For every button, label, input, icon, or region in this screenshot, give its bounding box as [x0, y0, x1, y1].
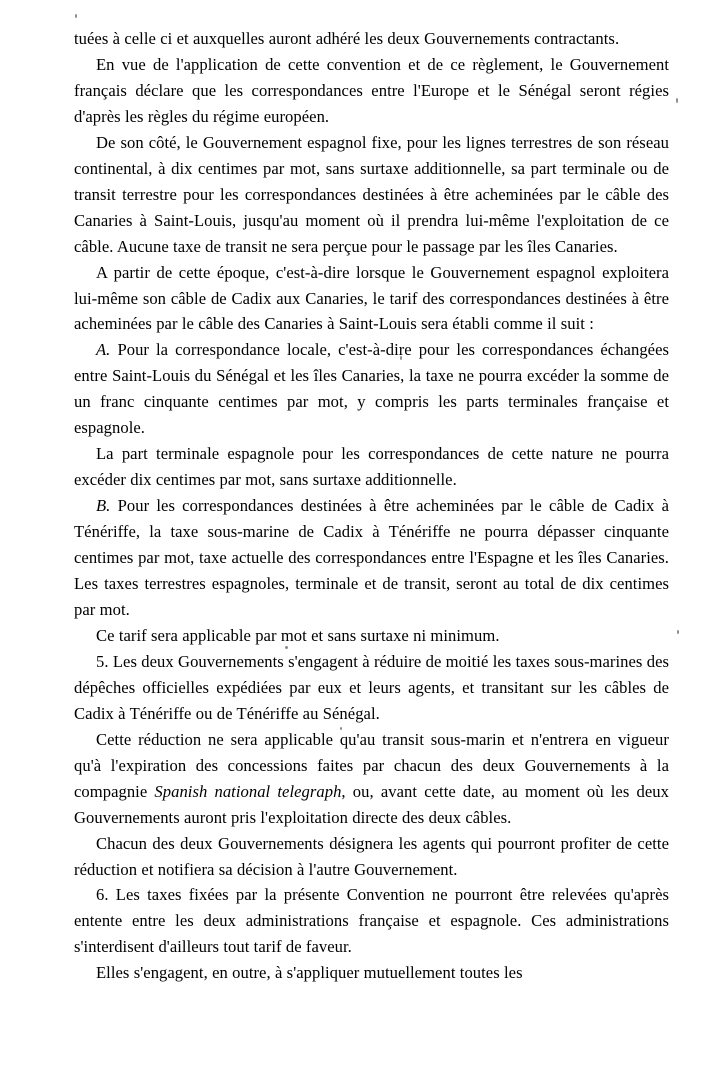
paragraph-text: Elles s'engagent, en outre, à s'appliquer mutuellement toutes les — [96, 963, 523, 983]
paragraph-text: 5. Les deux Gouvernements s'engagent à réduire de moitié les taxes sous-marines des dépêches officielles expédiées par eux et leurs agents, et transitant sur les câbles de Cadix à Ténériffe ou de Ténériffe au Sénégal. — [74, 651, 669, 723]
paragraph-text: Chacun des deux Gouvernements désignera les agents qui pourront profiter de cette réduction et notifiera sa décision à l'autre Gouvernement. — [74, 833, 669, 879]
paragraph-clause-a — [74, 337, 669, 441]
clause-label-a: A. — [96, 340, 111, 360]
paragraph-text: Ce tarif sera applicable par mot et sans surtaxe ni minimum. — [96, 625, 500, 645]
paragraph — [74, 260, 669, 338]
spacer — [110, 496, 117, 515]
paragraph — [74, 623, 669, 649]
paragraph-text: 6. Les taxes fixées par la présente Convention ne pourront être relevées qu'après entente entre les deux administrations française et espagnole. Ces administrations s'interdisent d'ailleurs tout tarif de faveur. — [74, 885, 669, 957]
scan-speckle — [676, 98, 678, 103]
paragraph — [74, 831, 669, 883]
scan-speckle — [677, 630, 679, 634]
paragraph-text: De son côté, le Gouvernement espagnol fixe, pour les lignes terrestres de son réseau continental, à dix centimes par mot, sans surtaxe additionnelle, sa part terminale ou de transit terrestre pour les correspondances destinées à être acheminées par le câble des Canaries à Saint-Louis, jusqu'au moment où il prendra lui-même l'exploitation de ce câble. Aucune taxe de transit ne sera perçue pour le passage par les îles Canaries. — [74, 132, 669, 256]
paragraph-last-partial — [74, 960, 669, 986]
paragraph-text: En vue de l'application de cette convention et de ce règlement, le Gouvernement français déclare que les correspondances entre l'Europe et le Sénégal seront régies d'après les règles du régime européen. — [74, 54, 669, 126]
paragraph-text-before-company: Cette réduction ne sera applicable qu'au transit sous-marin et n'entrera en vigueur qu'à l'expiration des concessions faites par chacun des deux Gouvernements à la compagnie — [74, 729, 669, 801]
paragraph-text: La part terminale espagnole pour les correspondances de cette nature ne pourra excéder dix centimes par mot, sans surtaxe additionnelle. — [74, 444, 669, 490]
paragraph-text: Pour la correspondance locale, c'est-à-dire pour les correspondances échangées entre Saint-Louis du Sénégal et les îles Canaries, la taxe ne pourra excéder la somme de un franc cinquante centimes par mot, y compris les parts terminales française et espagnole. — [74, 340, 669, 438]
paragraph-text-after-company: , ou, avant cette date, au moment où les deux Gouvernements auront pris l'exploitation directe des deux câbles. — [74, 781, 669, 827]
paragraph-reduction — [74, 727, 669, 831]
paragraph-clause-b — [74, 493, 669, 623]
paragraph — [74, 52, 669, 130]
body-text-column — [74, 26, 669, 986]
paragraph — [74, 441, 669, 493]
scan-speckle — [75, 14, 77, 18]
paragraph-text: tuées à celle ci et auxquelles auront adhéré les deux Gouvernements contractants. — [74, 29, 620, 48]
paragraph — [74, 130, 669, 260]
paragraph-text: Pour les correspondances destinées à être acheminées par le câble de Cadix à Ténériffe, la taxe sous-marine de Cadix à Ténériffe ne pourra dépasser cinquante centimes par mot, taxe actuelle des correspondances entre l'Espagne et les îles Canaries. Les taxes terrestres espagnoles, terminale et de transit, seront au total de dix centimes par mot. — [74, 496, 669, 619]
paragraph — [74, 26, 669, 52]
paragraph-text: A partir de cette époque, c'est-à-dire lorsque le Gouvernement espagnol exploitera lui-même son câble de Cadix aux Canaries, le tarif des correspondances destinées à être acheminées par le câble des Canaries à Saint-Louis sera établi comme il suit : — [74, 262, 669, 334]
clause-label-b: B. — [96, 496, 111, 516]
paragraph-article-6 — [74, 882, 669, 960]
paragraph-article-5 — [74, 649, 669, 727]
company-name: Spanish national telegraph — [154, 781, 342, 801]
